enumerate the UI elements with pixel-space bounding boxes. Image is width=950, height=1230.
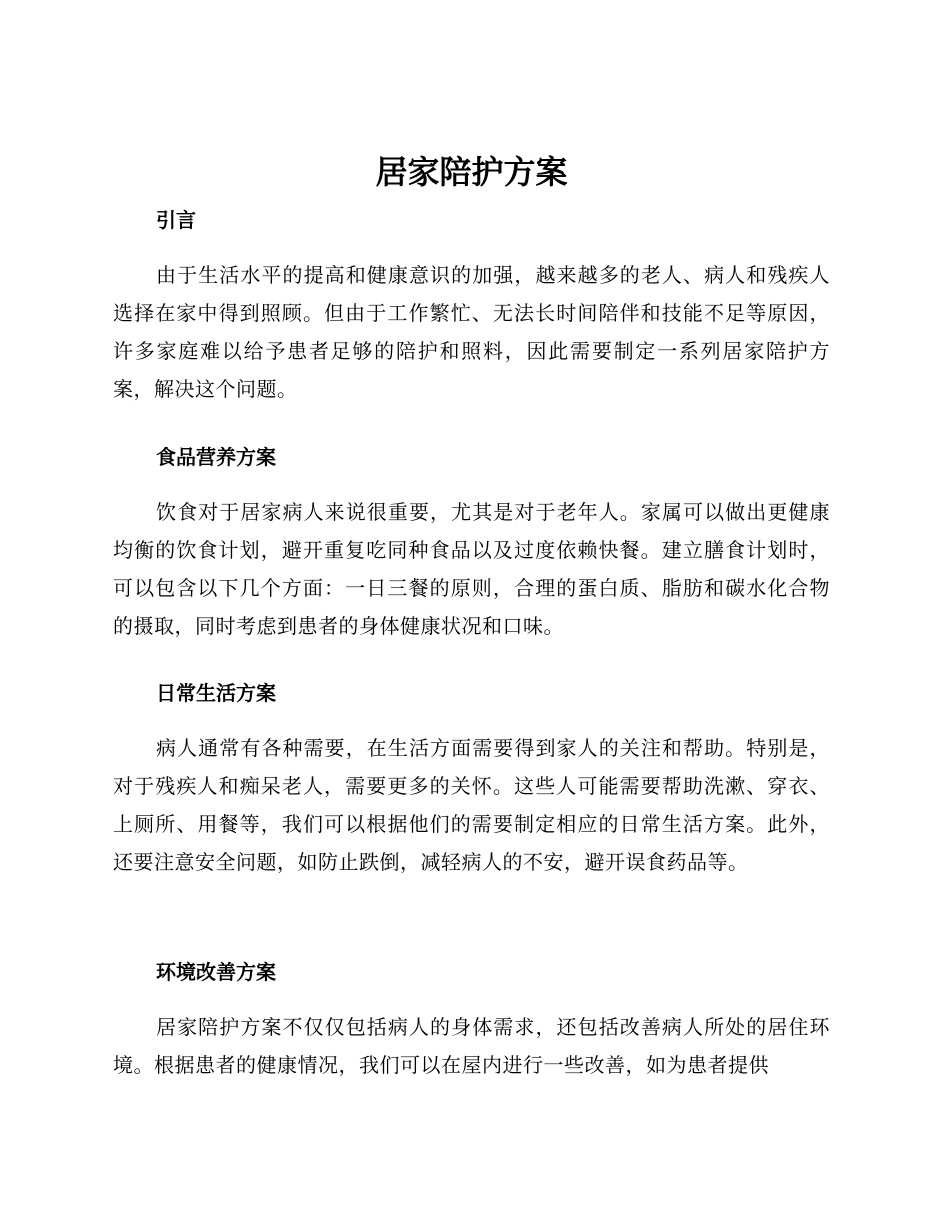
section-heading-daily-life: 日常生活方案 [156, 681, 276, 705]
page-title: 居家陪护方案 [375, 153, 568, 191]
section-body-food-nutrition: 饮食对于居家病人来说很重要，尤其是对于老年人。家属可以做出更健康均衡的饮食计划，避开重复吃同种食品以及过度依赖快餐。建立膳食计划时，可以包含以下几个方面：一日三餐的原则，合理的蛋白质、脂肪和碳水化合物的摄取，同时考虑到患者的身体健康状况和口味。 [113, 500, 830, 638]
section-heading-intro: 引言 [156, 208, 196, 232]
section-body-intro: 由于生活水平的提高和健康意识的加强，越来越多的老人、病人和残疾人选择在家中得到照顾。但由于工作繁忙、无法长时间陪伴和技能不足等原因，许多家庭难以给予患者足够的陪护和照料，因此需要制定一系列居家陪护方案，解决这个问题。 [113, 263, 830, 401]
section-body-daily-life: 病人通常有各种需要，在生活方面需要得到家人的关注和帮助。特别是，对于残疾人和痴呆老人，需要更多的关怀。这些人可能需要帮助洗漱、穿衣、上厕所、用餐等，我们可以根据他们的需要制定相应的日常生活方案。此外，还要注意安全问题，如防止跌倒，减轻病人的不安，避开误食药品等。 [113, 736, 830, 874]
section-body-environment: 居家陪护方案不仅仅包括病人的身体需求，还包括改善病人所处的居住环境。根据患者的健康情况，我们可以在屋内进行一些改善，如为患者提供 [113, 1015, 830, 1077]
section-heading-environment: 环境改善方案 [156, 960, 276, 984]
section-heading-food-nutrition: 食品营养方案 [156, 445, 276, 469]
